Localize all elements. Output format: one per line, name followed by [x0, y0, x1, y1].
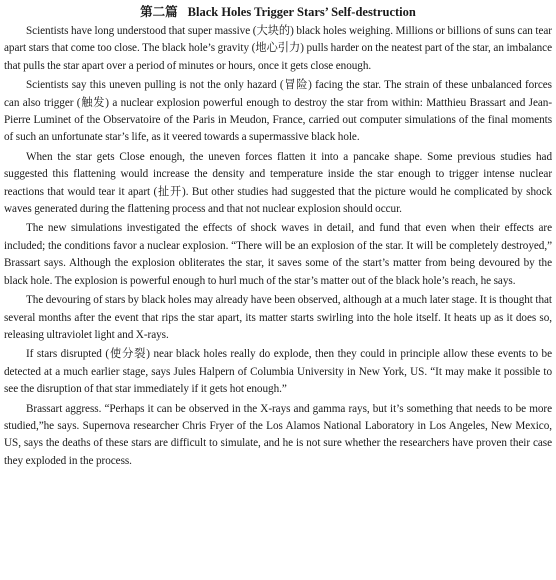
paragraph-5: The devouring of stars by black holes may already have been observed, although at a much later stage. It is thought that several months after the event that rips the star apart, its matter starts swirling into the hole itself. It heats up as it does so, releasing ultraviolet light and X-rays.: [4, 294, 552, 341]
title-text: Black Holes Trigger Stars’ Self-destruction: [187, 5, 416, 19]
paragraph-6: If stars disrupted (使分裂) near black holes really do explode, then they could in principle allow these events to be detected at a much earlier stage, says Jules Halpern of Columbia University in New York, US. “It may make it possible to see the disruption of that star immediately if it gets hot enough.”: [4, 348, 552, 396]
paragraph-3: When the star gets Close enough, the uneven forces flatten it into a pancake shape. Some previous studies had suggested this flattening would increase the density and temperature inside the star enough to trigger intense nuclear reactions that would tear it apart (扯开). But other studies had suggested that the picture would he complicated by shock waves generated during the flattening process and that not nuclear explosion should occur.: [4, 150, 552, 216]
chapter-label: 第二篇: [140, 5, 178, 19]
article-title: [4, 4, 552, 21]
paragraph-2: Scientists say this uneven pulling is not the only hazard (冒险) facing the star. The strain of these unbalanced forces can also trigger (触发) a nuclear explosion powerful enough to destroy the star from within: Matthieu Brassart and Jean-Pierre Luminet of the Observatoire of the Paris in Meudon, France, carried out computer simulations of the final moments of such an unfortunate star’s life, as it veered towards a supermassive black hole.: [4, 79, 552, 144]
paragraph-4: The new simulations investigated the effects of shock waves in detail, and fund that even when their effects are included; the conditions favor a nuclear explosion. “There will be an explosion of the star. It will be completely destroyed,” Brassart says. Although the explosion obliterates the star, it saves some of the start’s matter from being devoured by the black hole. The explosion is powerful enough to hurl much of the star’s matter out of the black hole’s reach, he says.: [4, 222, 552, 287]
paragraph-7: Brassart aggress. “Perhaps it can be observed in the X-rays and gamma rays, but it’s something that needs to be more studied,”he says. Supernova researcher Chris Fryer of the Los Alamos National Laboratory in Los Angeles, New Mexico, US, says the deaths of these stars are difficult to simulate, and he is not sure whether the researchers have proven their case they exploded in the process.: [4, 402, 552, 467]
paragraph-1: Scientists have long understood that super massive (大块的) black holes weighing. Millions or billions of suns can tear apart stars that come too close. The black hole’s gravity (地心引力) pulls harder on the neatest part of the star, an imbalance that pulls the star apart over a period of minutes or hours, once it gets close enough.: [4, 25, 552, 72]
